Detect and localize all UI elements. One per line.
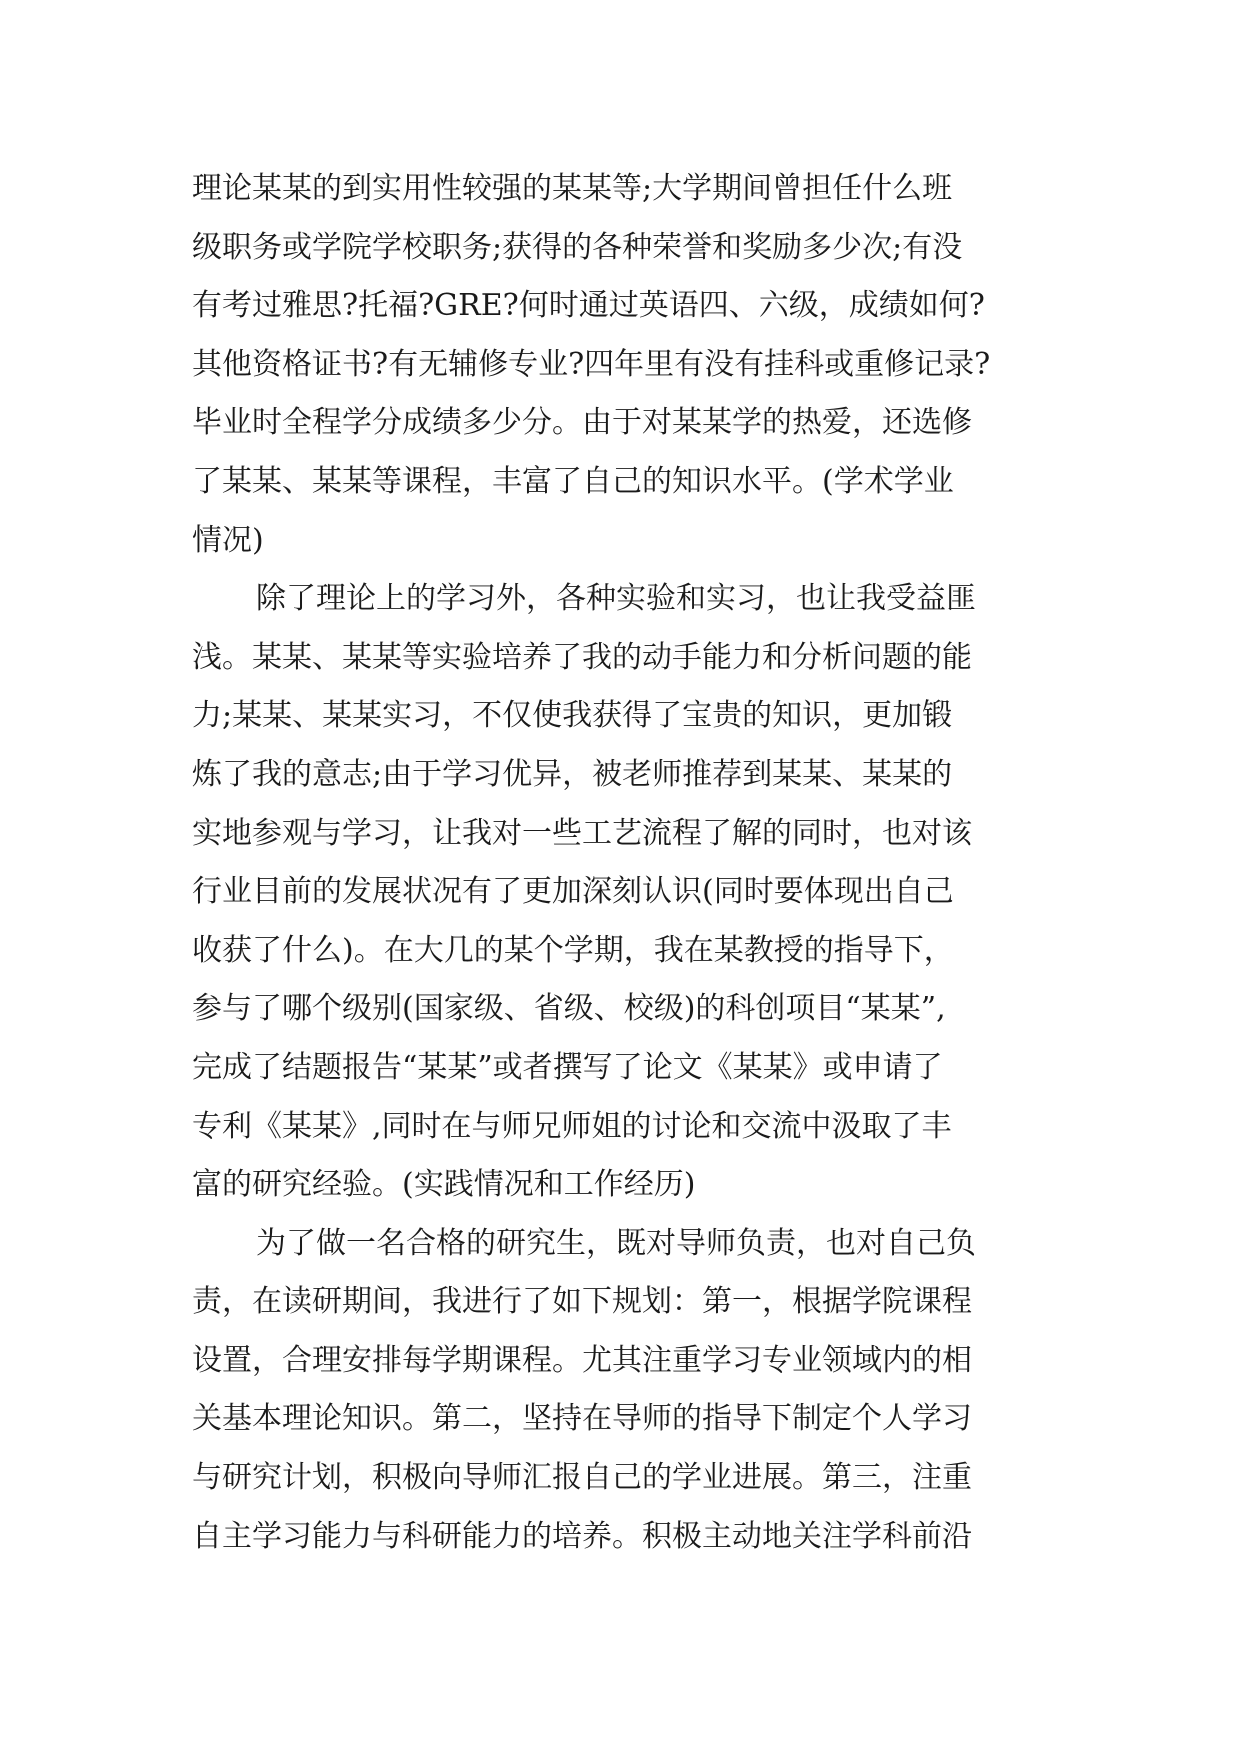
text-line: 为了做一名合格的研究生，既对导师负责，也对自己负 [256,1225,976,1261]
text-line: 有考过雅思?托福?GRE?何时通过英语四、六级，成绩如何? [192,288,985,324]
text-line: 参与了哪个级别(国家级、省级、校级)的科创项目“某某”, [192,991,946,1027]
text-line: 与研究计划，积极向导师汇报自己的学业进展。第三，注重 [192,1460,972,1496]
text-line: 理论某某的到实用性较强的某某等;大学期间曾担任什么班 [192,171,953,206]
text-line: 浅。某某、某某等实验培养了我的动手能力和分析问题的能 [192,639,972,675]
text-line: 毕业时全程学分成绩多少分。由于对某某学的热爱，还选修 [192,405,972,441]
text-line: 其他资格证书?有无辅修专业?四年里有没有挂科或重修记录? [192,346,991,382]
text-line: 富的研究经验。(实践情况和工作经历) [192,1167,696,1203]
text-line: 实地参观与学习，让我对一些工艺流程了解的同时，也对该 [192,815,972,851]
text-line: 收获了什么)。在大几的某个学期，我在某教授的指导下， [192,932,954,968]
text-line: 设置，合理安排每学期课程。尤其注重学习专业领域内的相 [192,1342,972,1378]
text-line: 除了理论上的学习外，各种实验和实习，也让我受益匪 [256,581,976,617]
text-line: 专利《某某》,同时在与师兄师姐的讨论和交流中汲取了丰 [192,1108,952,1144]
text-line: 力;某某、某某实习，不仅使我获得了宝贵的知识，更加锻 [192,698,953,734]
text-line: 级职务或学院学校职务;获得的各种荣誉和奖励多少次;有没 [192,229,963,265]
text-line: 完成了结题报告“某某”或者撰写了论文《某某》或申请了 [192,1049,943,1085]
document-body [192,160,1062,1566]
text-line: 责，在读研期间，我进行了如下规划：第一，根据学院课程 [192,1284,972,1320]
text-line: 行业目前的发展状况有了更加深刻认识(同时要体现出自己 [192,874,954,910]
text-line: 情况) [192,522,264,558]
text-line: 关基本理论知识。第二，坚持在导师的指导下制定个人学习 [192,1401,972,1437]
text-line: 了某某、某某等课程，丰富了自己的知识水平。(学术学业 [192,463,954,499]
text-line: 自主学习能力与科研能力的培养。积极主动地关注学科前沿 [192,1518,972,1554]
text-line: 炼了我的意志;由于学习优异，被老师推荐到某某、某某的 [192,756,953,792]
